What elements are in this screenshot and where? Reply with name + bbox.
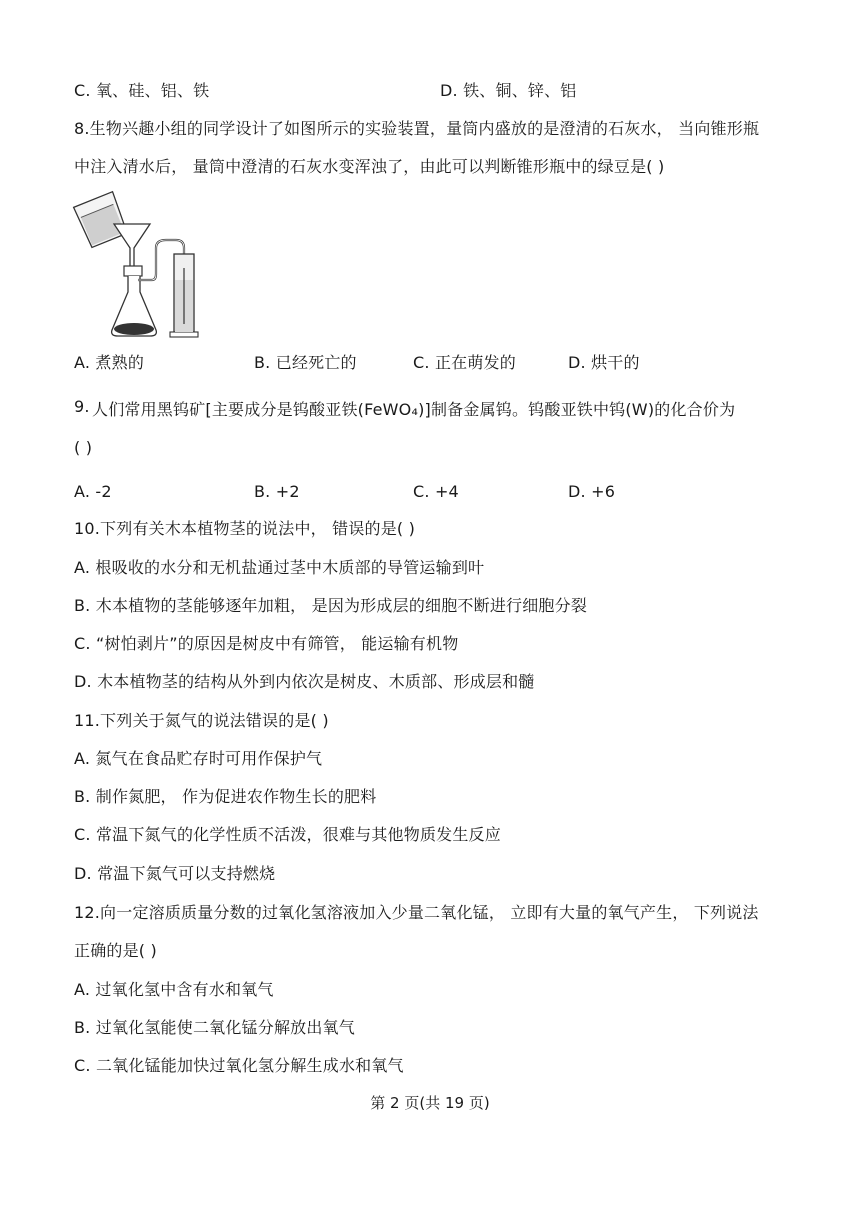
- q8-stem-line2: 中注入清水后， 量筒中澄清的石灰水变浑浊了，由此可以判断锥形瓶中的绿豆是( ): [74, 157, 665, 176]
- q8-stem-line1: 8.生物兴趣小组的同学设计了如图所示的实验装置，量筒内盛放的是澄清的石灰水， 当向锥形瓶: [74, 119, 760, 138]
- q9-stem-line2: ( ): [74, 438, 93, 457]
- q8-option-a: A. 煮熟的: [74, 353, 145, 372]
- q7-option-d: D. 铁、铜、锌、铝: [440, 81, 577, 100]
- q8-option-b: B. 已经死亡的: [254, 353, 357, 372]
- q11-option-a: A. 氮气在食品贮存时可用作保护气: [74, 749, 323, 768]
- q12-option-c: C. 二氧化锰能加快过氧化氢分解生成水和氧气: [74, 1056, 404, 1075]
- q12-stem-line1: 12.向一定溶质质量分数的过氧化氢溶液加入少量二氧化锰， 立即有大量的氧气产生， 下列说法: [74, 903, 759, 922]
- q11-option-b: B. 制作氮肥， 作为促进农作物生长的肥料: [74, 787, 377, 806]
- q10-option-b: B. 木本植物的茎能够逐年加粗， 是因为形成层的细胞不断进行细胞分裂: [74, 596, 588, 615]
- q10-option-d: D. 木本植物茎的结构从外到内依次是树皮、木质部、形成层和髓: [74, 672, 535, 691]
- q9-option-b: B. +2: [254, 482, 300, 501]
- q9-option-c: C. +4: [413, 482, 459, 501]
- page-footer: 第 2 页(共 19 页): [370, 1094, 490, 1112]
- q7-option-c: C. 氧、硅、铝、铁: [74, 81, 210, 100]
- q12-option-a: A. 过氧化氢中含有水和氧气: [74, 980, 274, 999]
- q9-number: 9.: [74, 397, 90, 416]
- q9-stem-line1: 人们常用黑钨矿[主要成分是钨酸亚铁(FeWO₄)]制备金属钨。钨酸亚铁中钨(W)的化合价为: [92, 400, 736, 419]
- q12-option-b: B. 过氧化氢能使二氧化锰分解放出氧气: [74, 1018, 355, 1037]
- q8-option-c: C. 正在萌发的: [413, 353, 516, 372]
- q11-option-d: D. 常温下氮气可以支持燃烧: [74, 864, 276, 883]
- q10-stem: 10.下列有关木本植物茎的说法中， 错误的是( ): [74, 519, 416, 538]
- q9-option-d: D. +6: [568, 482, 616, 501]
- q10-option-c: C. “树怕剥片”的原因是树皮中有筛管， 能运输有机物: [74, 634, 459, 653]
- q11-stem: 11.下列关于氮气的说法错误的是( ): [74, 711, 329, 730]
- q8-option-d: D. 烘干的: [568, 353, 640, 372]
- q11-option-c: C. 常温下氮气的化学性质不活泼，很难与其他物质发生反应: [74, 825, 501, 844]
- q10-option-a: A. 根吸收的水分和无机盐通过茎中木质部的导管运输到叶: [74, 558, 485, 577]
- lab-apparatus-icon: [72, 184, 200, 340]
- q12-stem-line2: 正确的是( ): [74, 941, 157, 960]
- q9-option-a: A. -2: [74, 482, 112, 501]
